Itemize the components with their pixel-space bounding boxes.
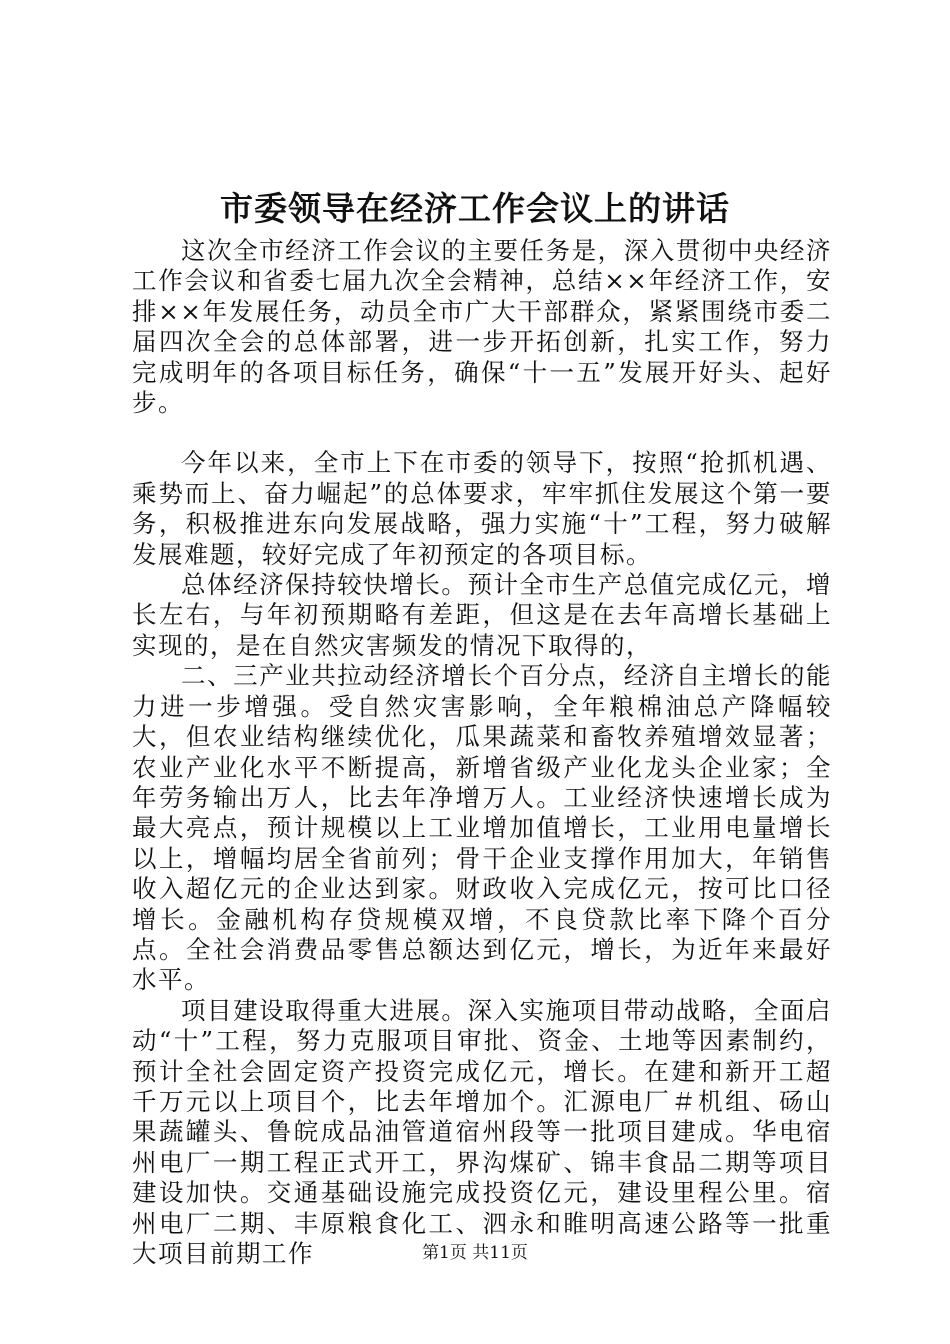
document-body — [132, 236, 832, 1269]
paragraph-gap — [132, 418, 832, 448]
paragraph-projects: 项目建设取得重大进展。深入实施项目带动战略，全面启动“十”工程，努力克服项目审批、资金、土地等因素制约，预计全社会固定资产投资完成亿元，增长。在建和新开工超千万元以上项目个，比去年增加个。汇源电厂＃机组、砀山果蔬罐头、鲁皖成品油管道宿州段等一批项目建成。华电宿州电厂一期工程正式开工，界沟煤矿、锦丰食品二期等项目建设加快。交通基础设施完成投资亿元，建设里程公里。宿州电厂二期、丰原粮食化工、泗永和睢明高速公路等一批重大项目前期工作 — [132, 995, 832, 1268]
document-title: 市委领导在经济工作会议上的讲话 — [220, 189, 730, 228]
paragraph-intro: 这次全市经济工作会议的主要任务是，深入贯彻中央经济工作会议和省委七届九次全会精神，总结××年经济工作，安排××年发展任务，动员全市广大干部群众，紧紧围绕市委二届四次全会的总体部署，进一步开拓创新，扎实工作，努力完成明年的各项目标任务，确保“十一五”发展开好头、起好步。 — [132, 236, 832, 418]
paragraph-review: 今年以来，全市上下在市委的领导下，按照“抢抓机遇、乘势而上、奋力崛起”的总体要求，牢牢抓住发展这个第一要务，积极推进东向发展战略，强力实施“十”工程，努力破解发展难题，较好完成了年初预定的各项目标。 — [132, 448, 832, 569]
page-number: 第1页 共11页 — [422, 1243, 528, 1263]
paragraph-industry: 二、三产业共拉动经济增长个百分点，经济自主增长的能力进一步增强。受自然灾害影响，全年粮棉油总产降幅较大，但农业结构继续优化，瓜果蔬菜和畜牧养殖增效显著；农业产业化水平不断提高，新增省级产业化龙头企业家；全年劳务输出万人，比去年净增万人。工业经济快速增长成为最大亮点，预计规模以上工业增加值增长，工业用电量增长以上，增幅均居全省前列；骨干企业支撑作用加大，年销售收入超亿元的企业达到家。财政收入完成亿元，按可比口径增长。金融机构存贷规模双增，不良贷款比率下降个百分点。全社会消费品零售总额达到亿元，增长，为近年来最好水平。 — [132, 661, 832, 995]
paragraph-economy: 总体经济保持较快增长。预计全市生产总值完成亿元，增长左右，与年初预期略有差距，但这是在去年高增长基础上实现的，是在自然灾害频发的情况下取得的， — [132, 570, 832, 660]
